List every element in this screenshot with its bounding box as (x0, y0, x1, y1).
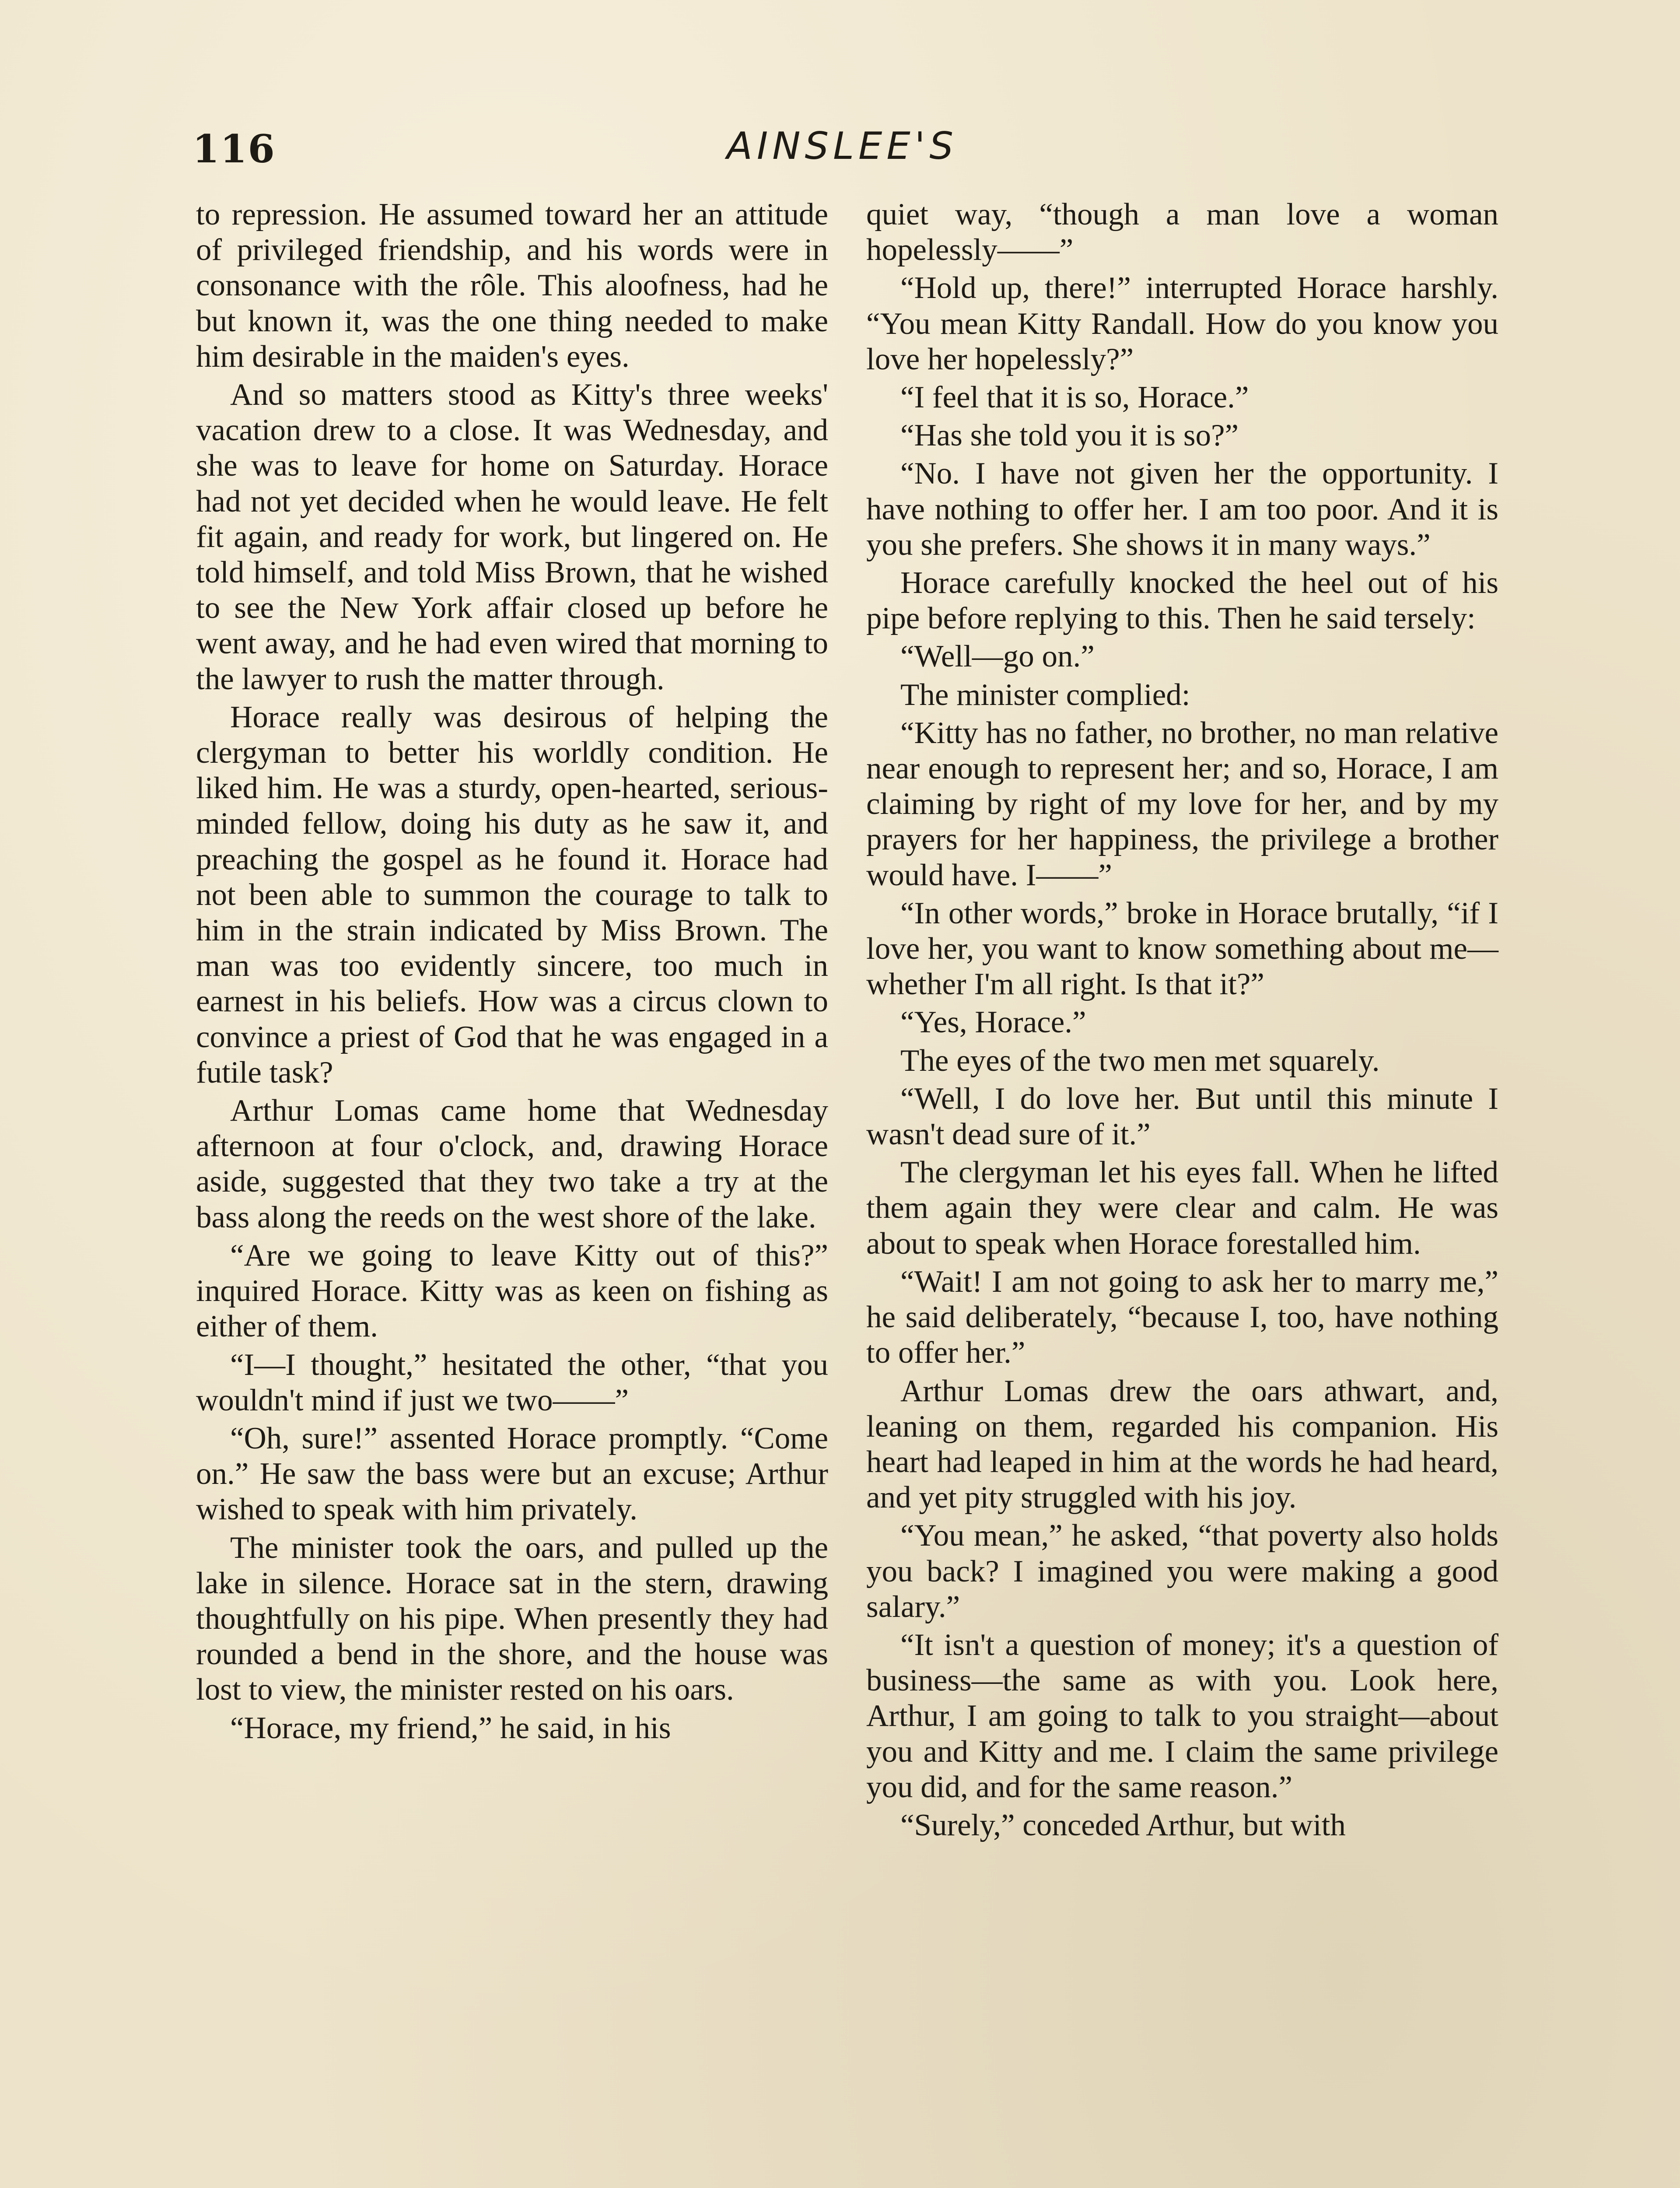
paragraph: “Kitty has no father, no brother, no man relative near enough to represent her; and so, Horace, I am claiming by right of my love for her, and by my prayers for her happiness, the privilege a brother would have. I——” (866, 715, 1498, 892)
paragraph: “Yes, Horace.” (900, 1005, 1086, 1040)
paragraph: “In other words,” broke in Horace brutally, “if I love her, you want to know something about me—whether I'm all right. Is that it?” (866, 896, 1498, 1002)
paragraph: Horace really was desirous of helping the clergyman to better his worldly condition. He liked him. He was a sturdy, open-hearted, serious-minded fellow, doing his duty as he saw it, and preaching the gospel as he found it. Horace had not been able to summon the courage to talk to him in the strain indicated by Miss Brown. The man was too evidently sincere, too much in earnest in his beliefs. How was a circus clown to convince a priest of God that he was engaged in a futile task? (196, 700, 828, 1090)
paragraph: And so matters stood as Kitty's three weeks' vacation drew to a close. It was Wednesday, and she was to leave for home on Saturday. Horace had not yet decided when he would leave. He felt fit again, and ready for work, but lingered on. He told himself, and told Miss Brown, that he wished to see the New York affair closed up before he went away, and he had even wired that morning to the lawyer to rush the matter through. (196, 378, 828, 696)
paragraph: “Well, I do love her. But until this minute I wasn't dead sure of it.” (866, 1081, 1498, 1152)
paragraph: to repression. He assumed toward her an attitude of privileged friendship, and his words were in consonance with the rôle. This aloofness, had he but known it, was the one thing needed to make him desirable in the maiden's eyes. (196, 197, 828, 374)
paragraph: Horace carefully knocked the heel out of his pipe before replying to this. Then he said tersely: (866, 566, 1498, 636)
paragraph: The minister complied: (900, 677, 1190, 712)
paragraph: “No. I have not given her the opportunity. I have nothing to offer her. I am too poor. And it is you she prefers. She shows it in many ways.” (866, 456, 1498, 562)
paragraph: “Has she told you it is so?” (900, 418, 1239, 453)
paragraph: “Wait! I am not going to ask her to marry me,” he said deliberately, “because I, too, have nothing to offer her.” (866, 1264, 1498, 1370)
paragraph: “It isn't a question of money; it's a question of business—the same as with you. Look here, Arthur, I am going to talk to you straight—about you and Kitty and me. I claim the same privilege you did, and for the same reason.” (866, 1627, 1498, 1804)
left-text-column (196, 197, 828, 1749)
paragraph: “Surely,” conceded Arthur, but with (900, 1808, 1346, 1842)
paragraph: “Are we going to leave Kitty out of this?” inquired Horace. Kitty was as keen on fishing as either of them. (196, 1238, 828, 1344)
running-title: AINSLEE'S (727, 124, 958, 168)
page-number: 116 (192, 126, 276, 172)
paragraph: Arthur Lomas drew the oars athwart, and, leaning on them, regarded his companion. His heart had leaped in him at the words he had heard, and yet pity struggled with his joy. (866, 1374, 1498, 1515)
paragraph: “You mean,” he asked, “that poverty also holds you back? I imagined you were making a good salary.” (866, 1518, 1498, 1624)
paragraph: The minister took the oars, and pulled up the lake in silence. Horace sat in the stern, drawing thoughtfully on his pipe. When presently they had rounded a bend in the shore, and the house was lost to view, the minister rested on his oars. (196, 1530, 828, 1707)
paragraph: Arthur Lomas came home that Wednesday afternoon at four o'clock, and, drawing Horace aside, suggested that they two take a try at the bass along the reeds on the west shore of the lake. (196, 1094, 828, 1234)
paragraph: “Horace, my friend,” he said, in his (230, 1711, 671, 1745)
paragraph: The eyes of the two men met squarely. (900, 1043, 1380, 1078)
paragraph: “Hold up, there!” interrupted Horace harshly. “You mean Kitty Randall. How do you know you love her hopelessly?” (866, 271, 1498, 376)
paragraph: The clergyman let his eyes fall. When he lifted them again they were clear and calm. He was about to speak when Horace forestalled him. (866, 1155, 1498, 1261)
page-header (192, 118, 1492, 179)
paragraph: “I feel that it is so, Horace.” (900, 380, 1249, 415)
right-text-column (866, 197, 1498, 1846)
paragraph: “Well—go on.” (900, 639, 1095, 674)
paragraph: quiet way, “though a man love a woman hopelessly——” (866, 197, 1498, 267)
paragraph: “Oh, sure!” assented Horace promptly. “Come on.” He saw the bass were but an excuse; Arthur wished to speak with him privately. (196, 1421, 828, 1527)
paragraph: “I—I thought,” hesitated the other, “that you wouldn't mind if just we two——” (196, 1347, 828, 1417)
